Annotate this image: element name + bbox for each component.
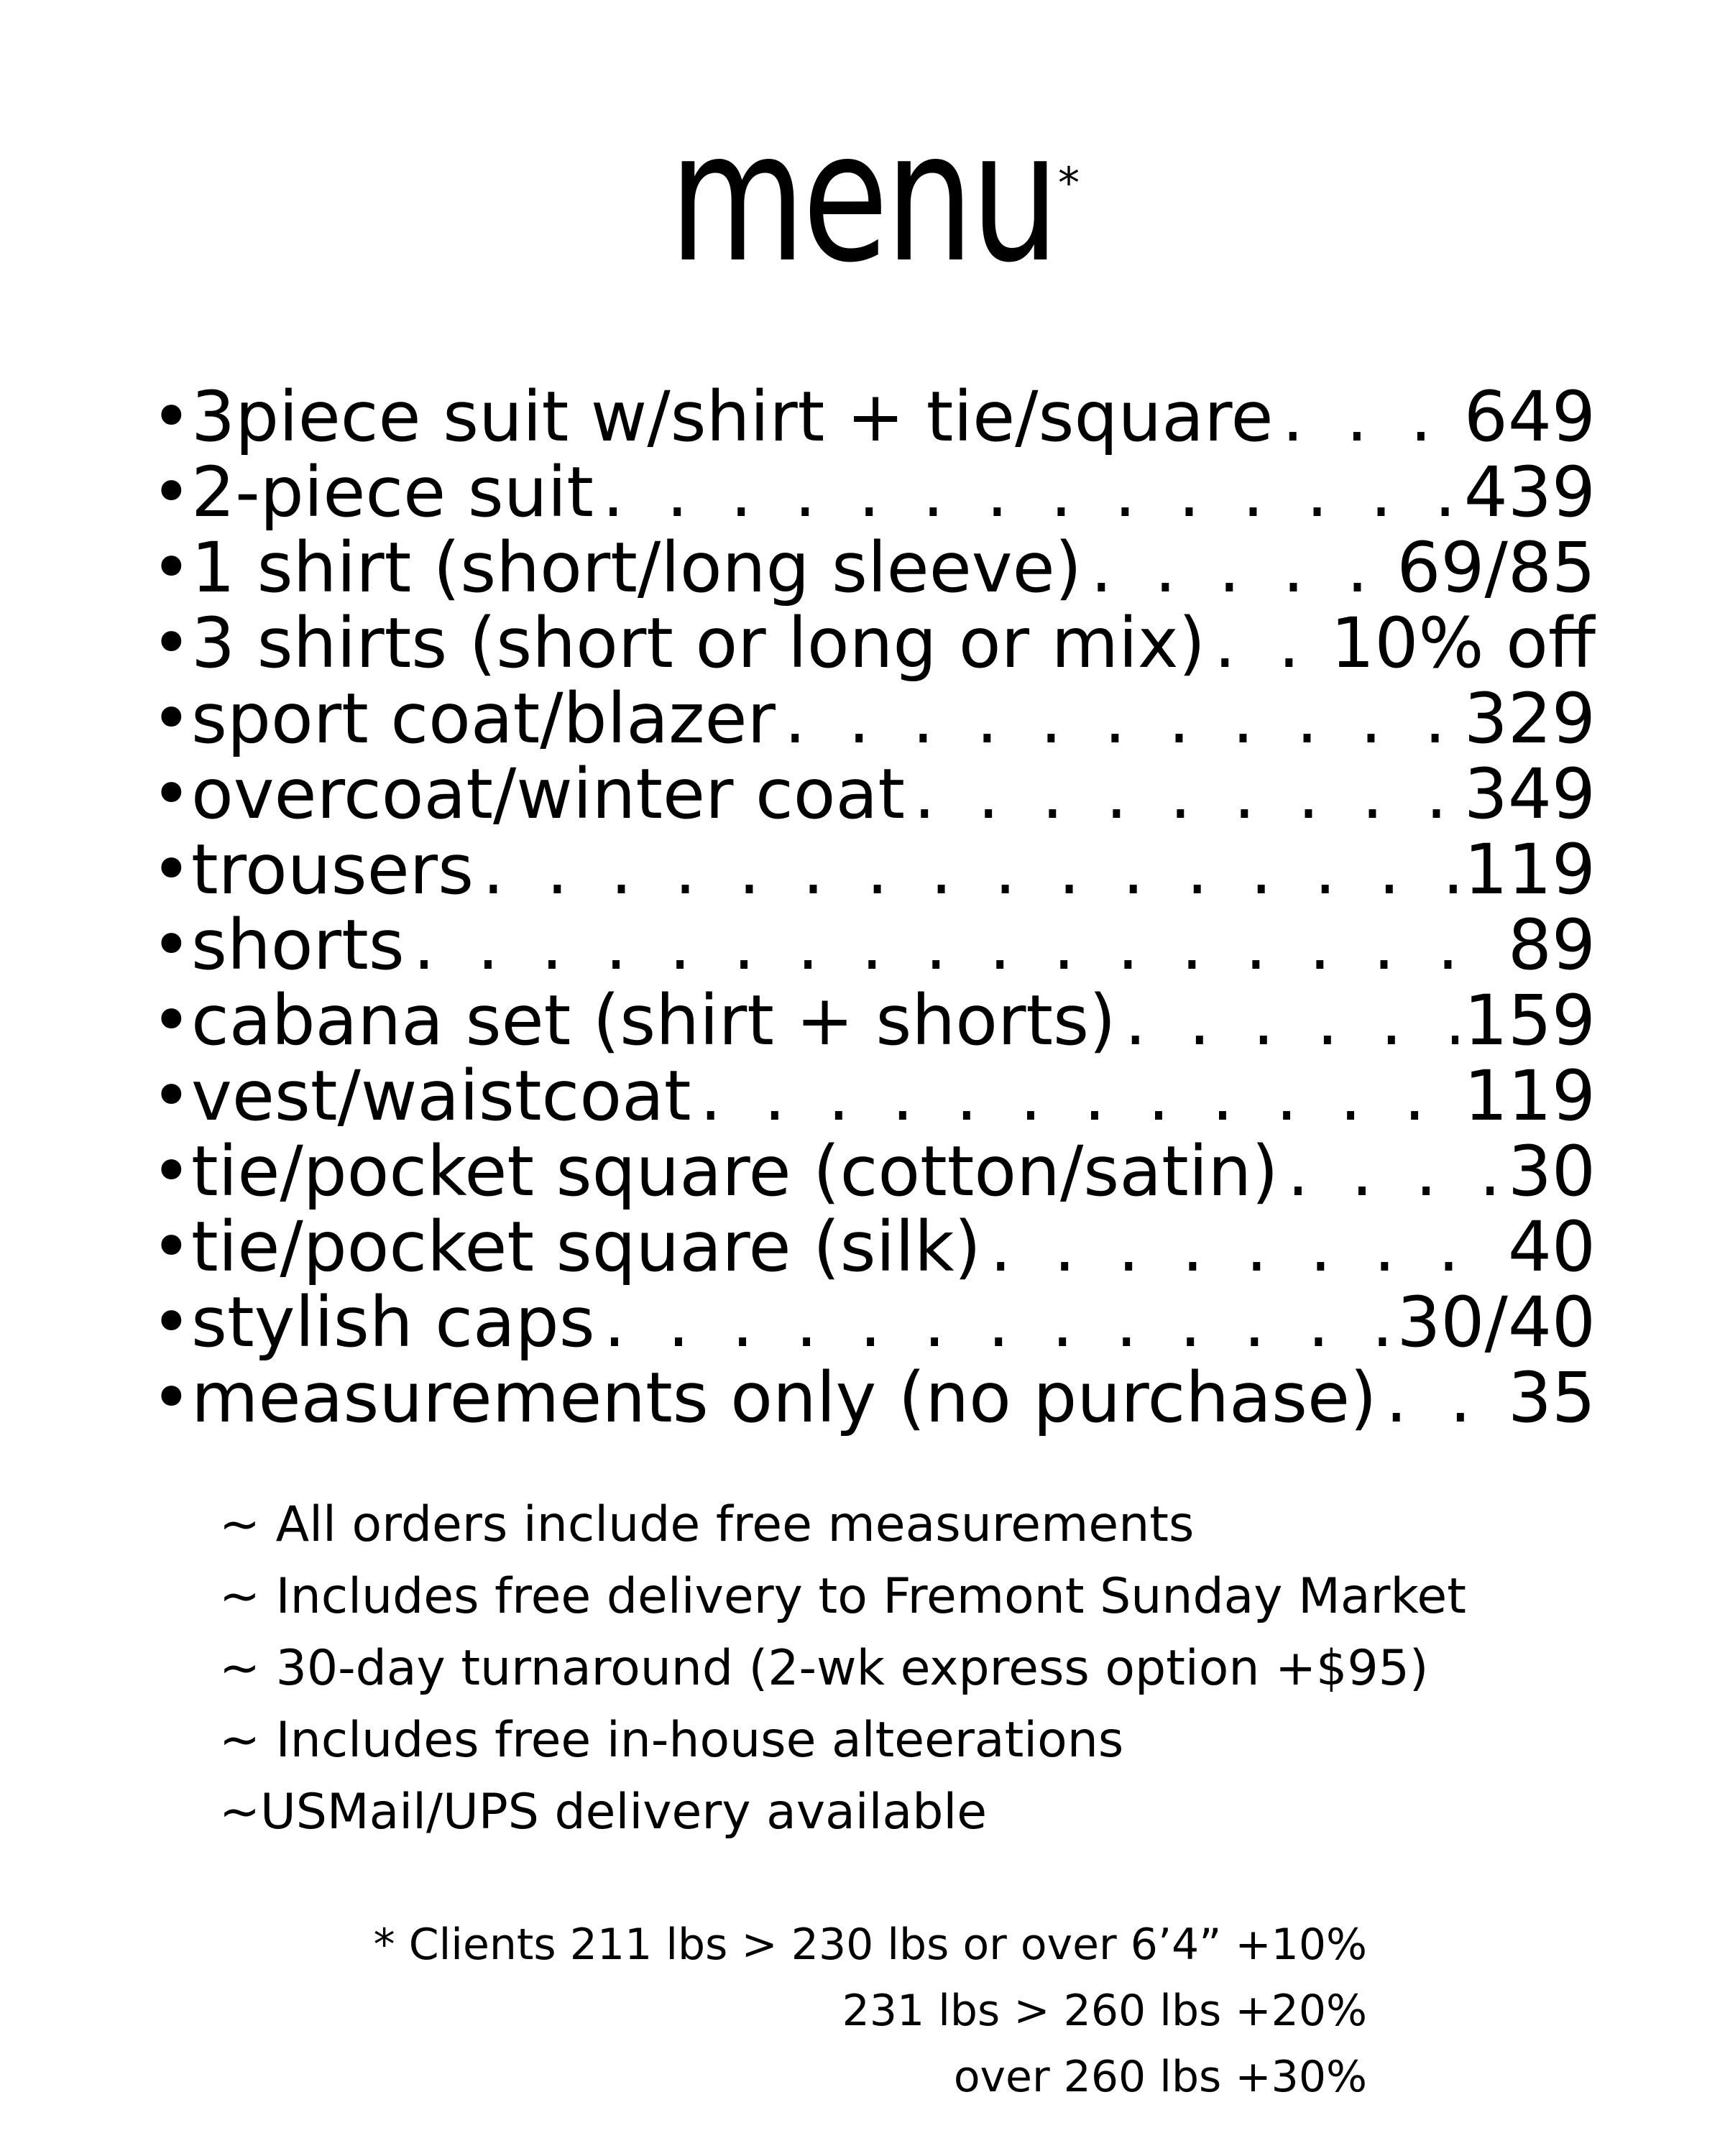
dot-leader <box>981 1210 1502 1285</box>
menu-item <box>151 681 1596 757</box>
item-name: cabana set (shirt + shorts) <box>191 983 1116 1059</box>
footnote-line: over 260 lbs +30% <box>953 2052 1367 2102</box>
menu-item <box>151 832 1596 908</box>
note-line: ~ Includes free delivery to Fremont Sunday Market <box>219 1568 1466 1625</box>
footnote-line: * Clients 211 lbs > 230 lbs or over 6’4” +10% <box>373 1920 1367 1970</box>
bullet: • <box>151 1360 192 1436</box>
item-price: 119 <box>1463 1059 1596 1134</box>
menu-item <box>151 983 1596 1059</box>
item-name: vest/waistcoat <box>191 1059 691 1134</box>
bullet: • <box>151 379 192 455</box>
menu-item <box>151 1059 1596 1134</box>
menu-item <box>151 379 1596 455</box>
item-price: 10% off <box>1330 606 1596 681</box>
bullet: • <box>151 1285 192 1360</box>
menu-item <box>151 1210 1596 1285</box>
bullet: • <box>151 1134 192 1210</box>
dot-leader <box>1274 379 1458 455</box>
menu-item <box>151 455 1596 530</box>
menu-item <box>151 1134 1596 1210</box>
size-surcharge-footnote <box>359 1912 1367 2110</box>
item-price: 159 <box>1463 983 1596 1059</box>
menu-item <box>151 606 1596 681</box>
dot-leader <box>776 681 1458 757</box>
note-line: ~ Includes free in-house alteerations <box>219 1712 1124 1769</box>
dot-leader <box>1205 606 1325 681</box>
item-price: 119 <box>1463 832 1596 908</box>
dot-leader <box>595 1285 1392 1360</box>
item-name: trousers <box>191 832 474 908</box>
bullet: • <box>151 1210 192 1285</box>
item-price: 89 <box>1507 908 1596 983</box>
item-name: 3piece suit w/shirt + tie/square <box>191 379 1274 455</box>
item-price: 69/85 <box>1397 530 1596 606</box>
dot-leader <box>1377 1360 1502 1436</box>
menu-item <box>151 908 1596 983</box>
menu-item <box>151 757 1596 832</box>
item-name: tie/pocket square (cotton/satin) <box>191 1134 1279 1210</box>
note-line: ~ All orders include free measurements <box>219 1496 1195 1553</box>
item-price: 30 <box>1507 1134 1596 1210</box>
bullet: • <box>151 455 192 530</box>
menu-item <box>151 1360 1596 1436</box>
note-line: ~ 30-day turnaround (2-wk express option +$95) <box>219 1640 1429 1697</box>
item-name: 3 shirts (short or long or mix) <box>191 606 1206 681</box>
dot-leader <box>1279 1134 1502 1210</box>
item-price: 439 <box>1463 455 1596 530</box>
item-name: overcoat/winter coat <box>191 757 905 832</box>
bullet: • <box>151 530 192 606</box>
item-price: 40 <box>1507 1210 1596 1285</box>
item-name: 2-piece suit <box>191 455 594 530</box>
service-notes <box>219 1489 1466 1848</box>
item-name: 1 shirt (short/long sleeve) <box>191 530 1082 606</box>
menu-item <box>151 530 1596 606</box>
dot-leader <box>1116 983 1458 1059</box>
item-price: 349 <box>1463 757 1596 832</box>
item-name: measurements only (no purchase) <box>191 1360 1377 1436</box>
bullet: • <box>151 606 192 681</box>
item-price: 30/40 <box>1397 1285 1596 1360</box>
item-price: 35 <box>1507 1360 1596 1436</box>
note-line: ~USMail/UPS delivery available <box>219 1784 988 1841</box>
page-title: menu <box>668 93 1057 302</box>
item-name: stylish caps <box>191 1285 595 1360</box>
dot-leader <box>905 757 1458 832</box>
item-name: tie/pocket square (silk) <box>191 1210 981 1285</box>
price-list <box>151 379 1596 1436</box>
dot-leader <box>474 832 1458 908</box>
menu-title-block <box>0 93 1725 302</box>
bullet: • <box>151 983 192 1059</box>
bullet: • <box>151 908 192 983</box>
item-name: sport coat/blazer <box>191 681 776 757</box>
menu-item <box>151 1285 1596 1360</box>
item-name: shorts <box>191 908 405 983</box>
dot-leader <box>1082 530 1391 606</box>
bullet: • <box>151 1059 192 1134</box>
dot-leader <box>405 908 1502 983</box>
footnote-line: 231 lbs > 260 lbs +20% <box>842 1986 1367 2036</box>
title-asterisk: * <box>1058 158 1080 208</box>
item-price: 649 <box>1463 379 1596 455</box>
bullet: • <box>151 681 192 757</box>
bullet: • <box>151 757 192 832</box>
dot-leader <box>691 1059 1458 1134</box>
item-price: 329 <box>1463 681 1596 757</box>
dot-leader <box>594 455 1458 530</box>
bullet: • <box>151 832 192 908</box>
